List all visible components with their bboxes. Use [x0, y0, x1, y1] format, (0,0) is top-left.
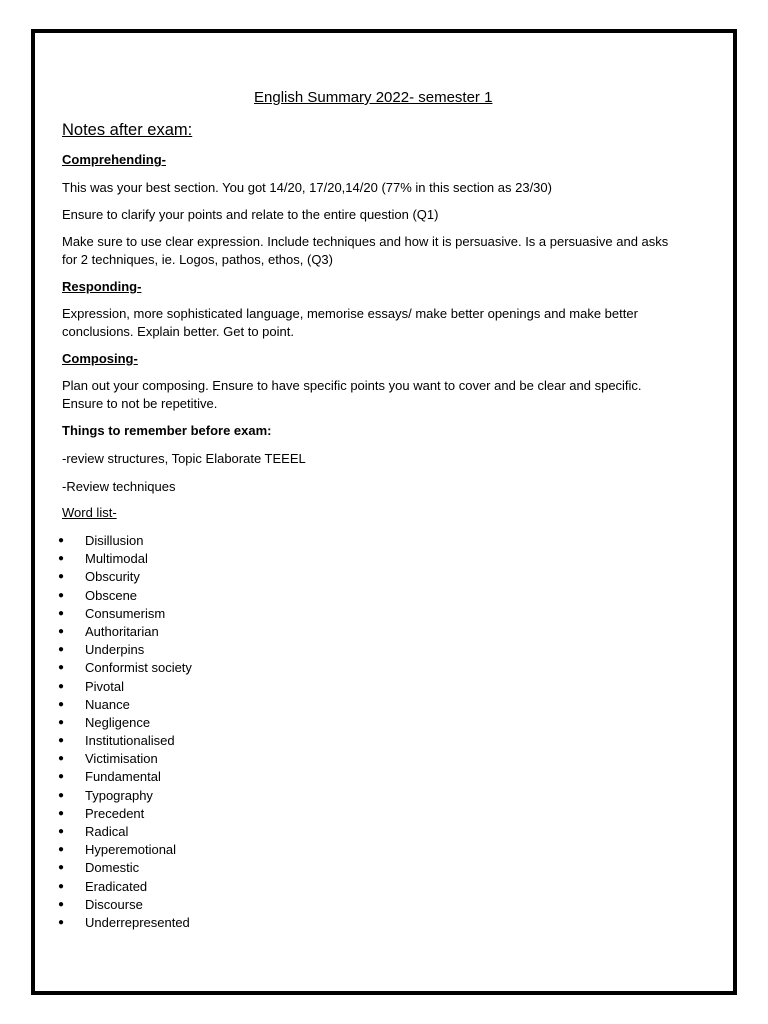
bullet-icon: ● — [58, 644, 65, 656]
bullet-icon: ● — [58, 898, 65, 910]
bullet-icon: ● — [58, 698, 65, 710]
word-text: Underrepresented — [85, 914, 190, 930]
word-text: Underpins — [85, 642, 145, 658]
word-list-heading: Word list- — [62, 505, 117, 520]
word-text: Negligence — [85, 714, 151, 730]
bullet-icon: ● — [58, 571, 65, 583]
bullet-icon: ● — [58, 826, 65, 837]
bullet-icon: ● — [58, 880, 65, 892]
word-text: Disillusion — [85, 533, 144, 548]
word-text: Hyperemotional — [85, 842, 177, 858]
comprehending-paragraph: Ensure to clarify your points and relate to the entire question (Q1) — [62, 207, 439, 222]
responding-heading: Responding- — [62, 279, 142, 294]
word-text: Obscene — [85, 587, 138, 603]
word-text: Domestic — [85, 860, 140, 876]
word-text: Discourse — [85, 896, 143, 912]
word-text: Multimodal — [85, 551, 148, 567]
bullet-icon: ● — [58, 535, 65, 546]
responding-paragraph: Expression, more sophisticated language, memorise essays/ make better openings and make better conclusions. Explain better. Get to point. — [62, 306, 638, 339]
word-text: Radical — [85, 824, 129, 839]
bullet-icon: ● — [58, 589, 65, 601]
bullet-icon: ● — [58, 789, 65, 801]
bullet-icon: ● — [58, 753, 65, 765]
word-text: Victimisation — [85, 751, 158, 767]
bullet-icon: ● — [58, 680, 65, 692]
word-text: Consumerism — [85, 605, 166, 621]
word-text: Typography — [85, 787, 153, 803]
bullet-icon: ● — [58, 807, 65, 819]
bullet-icon: ● — [58, 553, 65, 565]
comprehending-paragraph: Make sure to use clear expression. Include techniques and how it is persuasive. Is a persuasive and asks for 2 techniques, ie. Logos, pathos, ethos, (Q3) — [62, 234, 669, 267]
word-text: Conformist society — [85, 660, 192, 676]
notes-heading: Notes after exam: — [62, 121, 193, 139]
bullet-icon: ● — [58, 844, 65, 856]
bullet-icon: ● — [58, 625, 65, 637]
word-text: Obscurity — [85, 569, 140, 585]
remember-item: -review structures, Topic Elaborate TEEEL — [62, 451, 306, 466]
comprehending-heading: Comprehending- — [62, 152, 166, 167]
word-text: Eradicated — [85, 878, 148, 894]
remember-item: -Review techniques — [62, 479, 176, 494]
word-text: Precedent — [85, 805, 145, 821]
bullet-icon: ● — [58, 771, 65, 783]
comprehending-paragraph: This was your best section. You got 14/20, 17/20,14/20 (77% in this section as 23/30) — [62, 180, 552, 195]
bullet-icon: ● — [58, 607, 65, 619]
bullet-icon: ● — [58, 662, 65, 674]
bullet-icon: ● — [58, 735, 65, 747]
document-title: English Summary 2022- semester 1 — [254, 89, 493, 106]
bullet-icon: ● — [58, 862, 65, 874]
word-text: Fundamental — [85, 769, 161, 785]
bullet-icon: ● — [58, 716, 65, 728]
bullet-icon: ● — [58, 916, 65, 928]
composing-paragraph: Plan out your composing. Ensure to have specific points you want to cover and be clear and specific. Ensure to not be repetitive. — [62, 378, 642, 411]
composing-heading: Composing- — [62, 351, 138, 366]
word-text: Authoritarian — [85, 623, 159, 639]
remember-heading: Things to remember before exam: — [62, 423, 272, 438]
word-text: Institutionalised — [85, 733, 175, 749]
word-text: Nuance — [85, 696, 130, 712]
word-text: Pivotal — [85, 678, 125, 694]
